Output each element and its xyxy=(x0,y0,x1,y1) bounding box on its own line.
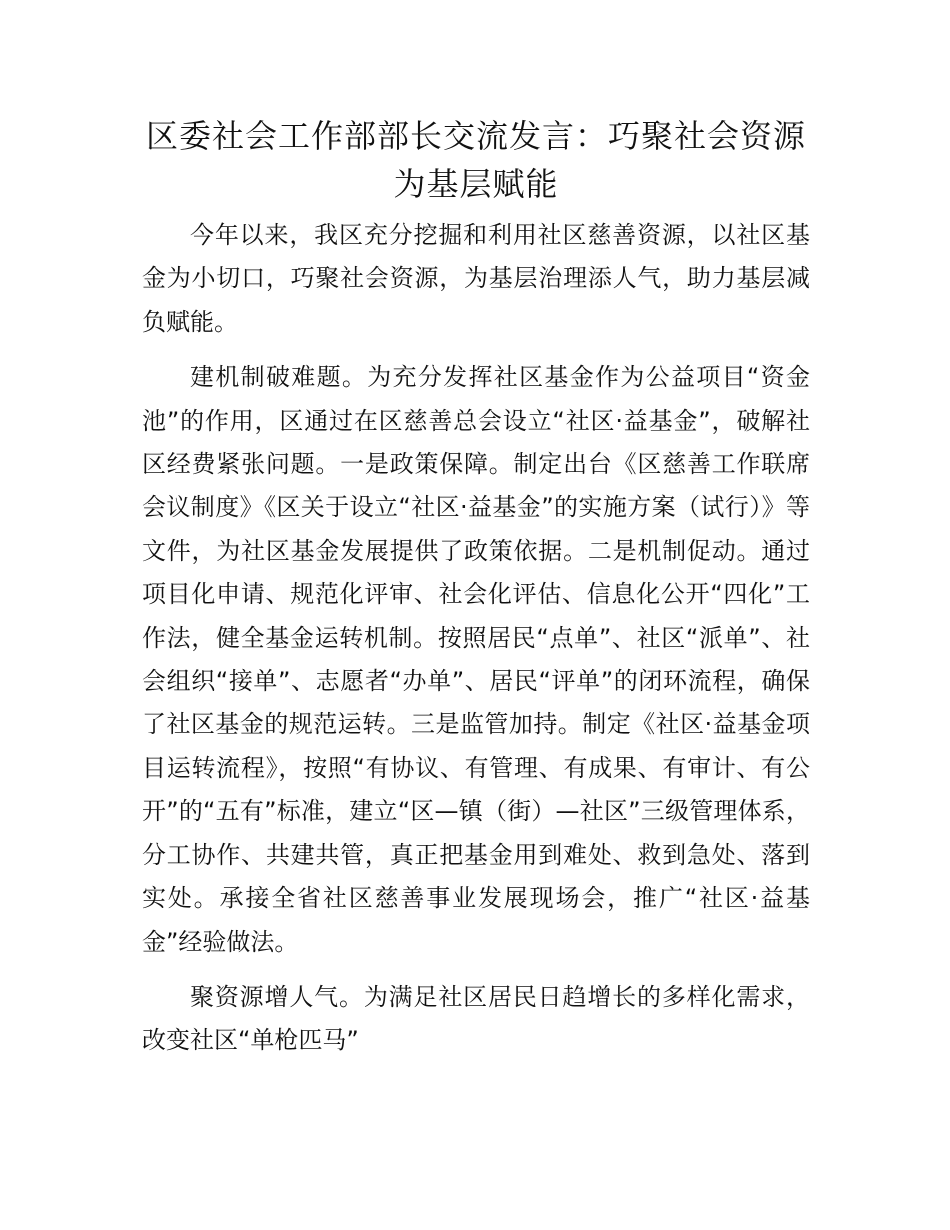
title-line-1: 区委社会工作部部长交流发言：巧聚社会资源 xyxy=(145,117,806,155)
paragraph-intro: 今年以来，我区充分挖掘和利用社区慈善资源，以社区基金为小切口，巧聚社会资源，为基层治理添人气，助力基层减负赋能。 xyxy=(142,221,810,336)
paragraph-mechanism: 建机制破难题。为充分发挥社区基金作为公益项目“资金池”的作用，区通过在区慈善总会设立“社区·益基金”，破解社区经费紧张问题。一是政策保障。制定出台《区慈善工作联席会议制度》《区关于设立“社区·益基金”的实施方案（试行）》等文件，为社区基金发展提供了政策依据。二是机制促动。通过项目化申请、规范化评审、社会化评估、信息化公开“四化”工作法，健全基金运转机制。按照居民“点单”、社区“派单”、社会组织“接单”、志愿者“办单”、居民“评单”的闭环流程，确保了社区基金的规范运转。三是监管加持。制定《社区·益基金项目运转流程》，按照“有协议、有管理、有成果、有审计、有公开”的“五有”标准，建立“区—镇（街）—社区”三级管理体系，分工协作、共建共管，真正把基金用到难处、救到急处、落到实处。承接全省社区慈善事业发展现场会，推广“社区·益基金”经验做法。 xyxy=(142,363,810,956)
document-title xyxy=(142,112,810,208)
document-page xyxy=(142,112,810,1063)
paragraph-resources: 聚资源增人气。为满足社区居民日趋增长的多样化需求，改变社区“单枪匹马” xyxy=(142,982,810,1055)
document-body xyxy=(142,214,810,1063)
title-line-2: 为基层赋能 xyxy=(393,165,559,203)
